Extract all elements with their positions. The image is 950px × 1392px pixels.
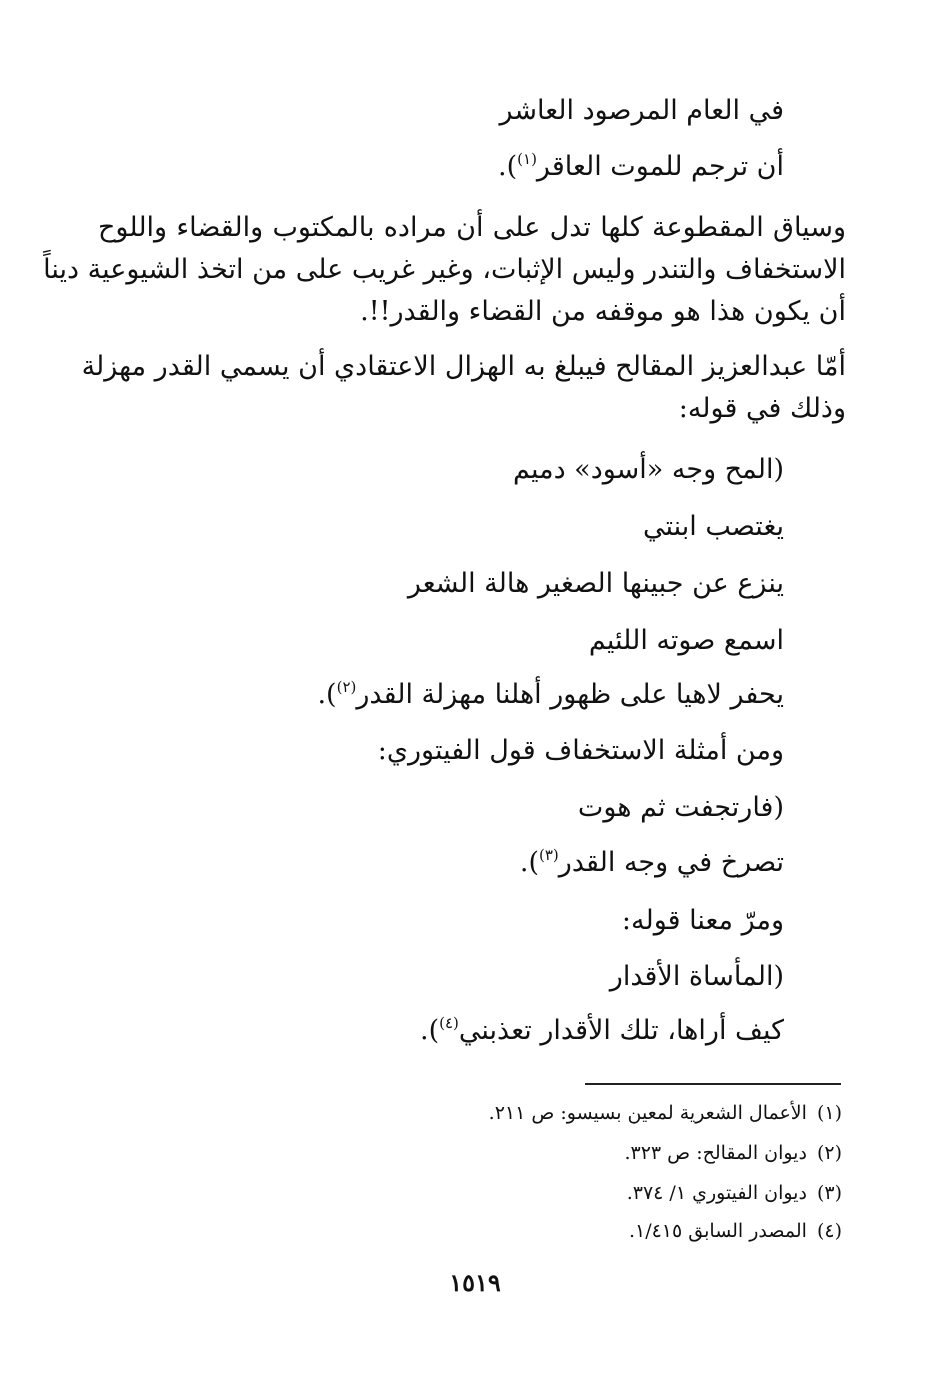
verse-line: (المأساة الأقدار xyxy=(609,961,784,992)
footnote xyxy=(624,1140,842,1166)
footnote-number: (٢) xyxy=(816,1142,842,1164)
verse-line: اسمع صوته اللئيم xyxy=(588,625,784,656)
footnote-ref: (٣) xyxy=(539,846,559,864)
paragraph-line: أن يكون هذا هو موقفه من القضاء والقدر!!. xyxy=(360,296,846,327)
verse-end-mark: ). xyxy=(498,151,518,182)
footnote-number: (١) xyxy=(816,1102,842,1124)
verse-line: أن ترجم للموت العاقر$^{(١)}$). xyxy=(498,150,784,182)
footnote xyxy=(627,1180,842,1206)
footnote-text: المصدر السابق ١/٤١٥. xyxy=(628,1220,807,1242)
verse-line: ينزع عن جبينها الصغير هالة الشعر xyxy=(407,568,784,599)
paragraph-line: الاستخفاف والتندر وليس الإثبات، وغير غريب على من اتخذ الشيوعية ديناً xyxy=(43,254,846,285)
paragraph-line: وذلك في قوله: xyxy=(678,393,846,424)
verse-line: يغتصب ابنتي xyxy=(642,511,784,542)
verse-line: تصرخ في وجه القدر$^{(٣)}$). xyxy=(519,846,784,878)
footnote xyxy=(629,1218,842,1244)
footnote-text: ديوان المقالح: ص ٣٢٣. xyxy=(624,1142,807,1164)
footnote-ref: (٤) xyxy=(439,1014,459,1032)
paragraph-line: وسياق المقطوعة كلها تدل على أن مراده بالمكتوب والقضاء واللوح xyxy=(98,212,846,243)
paragraph-line: أمّا عبدالعزيز المقالح فيبلغ به الهزال الاعتقادي أن يسمي القدر مهزلة xyxy=(81,351,846,382)
footnote-number: (٤) xyxy=(816,1220,842,1242)
verse-end-mark: ). xyxy=(519,847,539,878)
verse-line: يحفر لاهيا على ظهور أهلنا مهزلة القدر$^{(٢)}$). xyxy=(317,678,784,710)
footnote-number: (٣) xyxy=(816,1182,842,1204)
verse-end-mark: ). xyxy=(419,1015,440,1046)
verse-line: في العام المرصود العاشر xyxy=(499,95,784,126)
verse-line: ومرّ معنا قوله: xyxy=(621,905,784,936)
page-number: ١٥١٩ xyxy=(449,1268,501,1297)
verse-line: (المح وجه «أسود» دميم xyxy=(513,454,784,485)
footnote-text: الأعمال الشعرية لمعين بسيسو: ص ٢١١. xyxy=(488,1102,807,1124)
verse-end-mark: ). xyxy=(317,679,337,710)
verse-line: ومن أمثلة الاستخفاف قول الفيتوري: xyxy=(377,735,784,766)
footnote-separator xyxy=(585,1083,841,1085)
footnote xyxy=(489,1100,842,1126)
verse-line: كيف أراها، تلك الأقدار تعذبني$^{(٤)}$). xyxy=(419,1014,784,1046)
footnote-text: ديوان الفيتوري ١/ ٣٧٤. xyxy=(626,1182,807,1204)
verse-line: (فارتجفت ثم هوت xyxy=(577,792,784,823)
footnote-ref: (٢) xyxy=(336,678,357,696)
footnote-ref: (١) xyxy=(517,150,537,168)
